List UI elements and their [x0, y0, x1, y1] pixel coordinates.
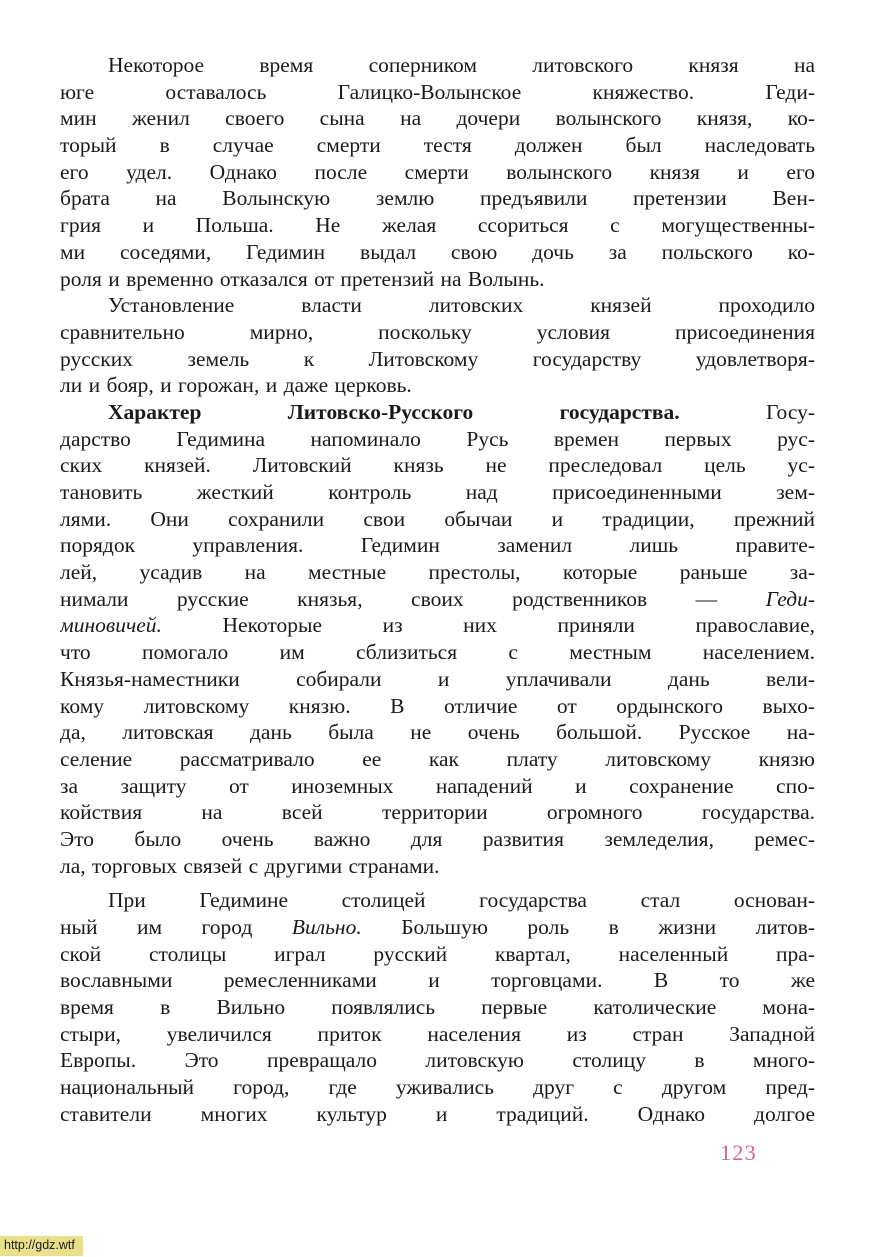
text-line [60, 479, 815, 506]
text-line [60, 773, 815, 800]
text-segment: дарство Гедимина напоминало Русь времен первых рус- [60, 426, 815, 451]
text-segment: стыри, увеличился приток населения из стран Западной [60, 1021, 815, 1046]
text-segment: Это было очень важно для развития земледелия, ремес- [60, 826, 815, 851]
text-line [60, 372, 815, 399]
paragraph [60, 887, 815, 1127]
text-line [60, 319, 815, 346]
text-segment: юге оставалось Галицко-Волынское княжество. Геди- [60, 79, 815, 104]
text-line [60, 994, 815, 1021]
text-segment: Князья-наместники собирали и уплачивали дань вели- [60, 666, 815, 691]
text-line [60, 639, 815, 666]
text-line [60, 212, 815, 239]
text-segment: вославными ремесленниками и торговцами. В то же [60, 968, 815, 993]
text-segment: лей, усадив на местные престолы, которые раньше за- [60, 560, 815, 585]
text-segment: миновичей. [60, 613, 162, 638]
text-segment: При Гедимине столицей государства стал основан- [108, 888, 815, 913]
text-segment: нимали русские князья, своих родственников — [60, 586, 766, 611]
text-segment: ставители многих культур и традиций. Однако долгое [60, 1101, 815, 1126]
paragraph [60, 399, 815, 879]
text-segment: за защиту от иноземных нападений и сохранение спо- [60, 773, 815, 798]
text-line [60, 1074, 815, 1101]
text-line [60, 452, 815, 479]
text-segment: да, литовская дань была не очень большой. Русское на- [60, 720, 815, 745]
text-segment: Большую роль в жизни литов- [361, 915, 815, 939]
text-line [60, 559, 815, 586]
text-line [60, 612, 815, 639]
text-line [60, 586, 815, 613]
text-segment: ми соседями, Гедимин выдал свою дочь за польского ко- [60, 239, 815, 264]
text-segment: мин женил своего сына на дочери волынского князя, ко- [60, 106, 815, 131]
text-line [60, 719, 815, 746]
text-line [60, 666, 815, 693]
text-segment: Госу- [679, 399, 815, 424]
text-segment: Некоторые из них приняли православие, [161, 613, 815, 638]
text-segment: сравнительно мирно, поскольку условия присоединения [60, 319, 815, 344]
text-segment: лями. Они сохранили свои обычаи и традиции, прежний [60, 506, 815, 531]
text-segment: порядок управления. Гедимин заменил лишь правите- [60, 533, 815, 558]
text-segment: время в Вильно появлялись первые католические мона- [60, 995, 815, 1020]
paragraph [60, 52, 815, 292]
text-segment: национальный город, где уживались друг с другом пред- [60, 1075, 815, 1100]
page-text [60, 52, 815, 1128]
text-line [60, 746, 815, 773]
text-segment: Некоторое время соперником литовского князя на [108, 53, 815, 77]
text-line [60, 826, 815, 853]
text-line [60, 239, 815, 266]
text-line [60, 52, 815, 79]
text-segment: Европы. Это превращало литовскую столицу в много- [60, 1048, 815, 1073]
text-line [60, 79, 815, 106]
text-line [60, 887, 815, 914]
text-line [60, 159, 815, 186]
text-line [60, 105, 815, 132]
text-segment: ный им город [60, 915, 292, 939]
text-segment: роля и временно отказался от претензий на Волынь. [60, 266, 545, 291]
text-line [60, 506, 815, 533]
text-segment: ских князей. Литовский князь не преследовал цель ус- [60, 453, 815, 478]
text-line [60, 132, 815, 159]
text-segment: русских земель к Литовскому государству удовлетворя- [60, 346, 815, 371]
text-segment: Вильно. [291, 915, 362, 939]
bold-run-in-heading: Характер Литовско-Русского государства. [108, 399, 680, 424]
text-line [60, 1101, 815, 1128]
text-line [60, 292, 815, 319]
watermark-url: http://gdz.wtf [0, 1236, 83, 1256]
text-segment: койствия на всей территории огромного государства. [60, 800, 815, 825]
text-line [60, 185, 815, 212]
text-segment: брата на Волынскую землю предъявили претензии Вен- [60, 186, 815, 211]
text-segment: кому литовскому князю. В отличие от ордынского выхо- [60, 693, 815, 718]
text-segment: селение рассматривало ее как плату литовскому князю [60, 746, 815, 771]
text-line [60, 693, 815, 720]
text-line [60, 399, 815, 426]
text-segment: ли и бояр, и горожан, и даже церковь. [60, 373, 412, 398]
text-line [60, 426, 815, 453]
text-line [60, 1021, 815, 1048]
text-segment: Установление власти литовских князей проходило [108, 293, 815, 318]
text-segment: торый в случае смерти тестя должен был наследовать [60, 133, 815, 158]
text-line [60, 346, 815, 373]
text-line [60, 266, 815, 293]
text-line [60, 967, 815, 994]
text-segment: тановить жесткий контроль над присоединенными зем- [60, 480, 815, 504]
text-line [60, 799, 815, 826]
text-line [60, 532, 815, 559]
text-line [60, 914, 815, 941]
text-segment: его удел. Однако после смерти волынского князя и его [60, 159, 815, 184]
text-line [60, 853, 815, 880]
text-segment: грия и Польша. Не желая ссориться с могущественны- [60, 213, 815, 238]
text-line [60, 1047, 815, 1074]
text-segment: ла, торговых связей с другими странами. [60, 853, 440, 878]
text-segment: Геди- [765, 586, 815, 611]
text-segment: что помогало им сблизиться с местным населением. [60, 640, 815, 665]
text-segment: ской столицы играл русский квартал, населенный пра- [60, 941, 815, 966]
page-number: 123 [720, 1140, 757, 1165]
paragraph [60, 292, 815, 399]
text-line [60, 941, 815, 968]
